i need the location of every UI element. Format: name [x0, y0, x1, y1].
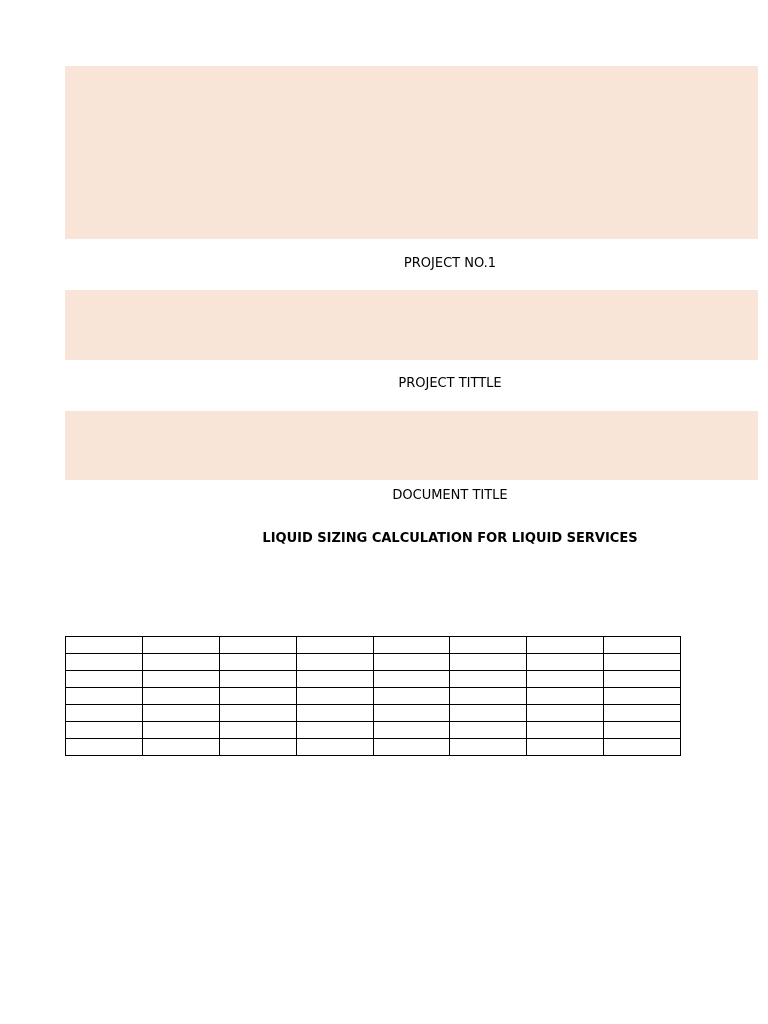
project-no-band — [65, 290, 758, 360]
table-cell — [604, 705, 681, 722]
logo-band — [65, 66, 758, 239]
document-heading: LIQUID SIZING CALCULATION FOR LIQUID SERVICES — [262, 531, 638, 546]
table-cell — [373, 654, 450, 671]
table-row — [66, 705, 681, 722]
table-cell — [604, 688, 681, 705]
table-cell — [66, 671, 143, 688]
table-cell — [450, 688, 527, 705]
table-cell — [142, 654, 219, 671]
table-cell — [219, 739, 296, 756]
table-cell — [219, 705, 296, 722]
table-row — [66, 688, 681, 705]
revision-table — [65, 636, 681, 756]
project-title-label: PROJECT TITTLE — [398, 376, 502, 391]
table-cell — [66, 688, 143, 705]
table-cell — [296, 654, 373, 671]
table-cell — [142, 739, 219, 756]
project-title-band — [65, 411, 758, 480]
table-cell — [527, 688, 604, 705]
table-cell — [373, 722, 450, 739]
project-no-label: PROJECT NO.1 — [403, 256, 497, 271]
table-cell — [66, 705, 143, 722]
table-cell — [604, 637, 681, 654]
table-cell — [373, 688, 450, 705]
table-cell — [604, 722, 681, 739]
table-cell — [142, 671, 219, 688]
table-cell — [527, 654, 604, 671]
table-cell — [604, 654, 681, 671]
table-cell — [450, 722, 527, 739]
table-cell — [142, 722, 219, 739]
table-cell — [142, 705, 219, 722]
table-row — [66, 722, 681, 739]
table-cell — [527, 739, 604, 756]
table-cell — [219, 637, 296, 654]
table-cell — [527, 722, 604, 739]
table-cell — [450, 739, 527, 756]
table-cell — [450, 654, 527, 671]
table-cell — [66, 722, 143, 739]
table-cell — [604, 739, 681, 756]
table-cell — [527, 637, 604, 654]
table-cell — [450, 637, 527, 654]
table-cell — [373, 739, 450, 756]
table-cell — [219, 654, 296, 671]
table-row — [66, 637, 681, 654]
table-cell — [373, 671, 450, 688]
table-cell — [296, 722, 373, 739]
table-cell — [373, 705, 450, 722]
table-cell — [142, 688, 219, 705]
table-cell — [142, 637, 219, 654]
table-row — [66, 671, 681, 688]
table-cell — [450, 671, 527, 688]
table-cell — [296, 705, 373, 722]
table-cell — [450, 705, 527, 722]
revision-table-body — [66, 637, 681, 756]
table-cell — [527, 671, 604, 688]
table-cell — [296, 671, 373, 688]
table-row — [66, 739, 681, 756]
table-cell — [604, 671, 681, 688]
document-title-label: DOCUMENT TITLE — [392, 488, 508, 503]
table-cell — [296, 688, 373, 705]
table-cell — [527, 705, 604, 722]
table-cell — [66, 654, 143, 671]
table-cell — [296, 739, 373, 756]
table-cell — [296, 637, 373, 654]
table-cell — [66, 637, 143, 654]
table-cell — [219, 671, 296, 688]
table-cell — [66, 739, 143, 756]
table-cell — [373, 637, 450, 654]
table-cell — [219, 722, 296, 739]
table-cell — [219, 688, 296, 705]
table-row — [66, 654, 681, 671]
